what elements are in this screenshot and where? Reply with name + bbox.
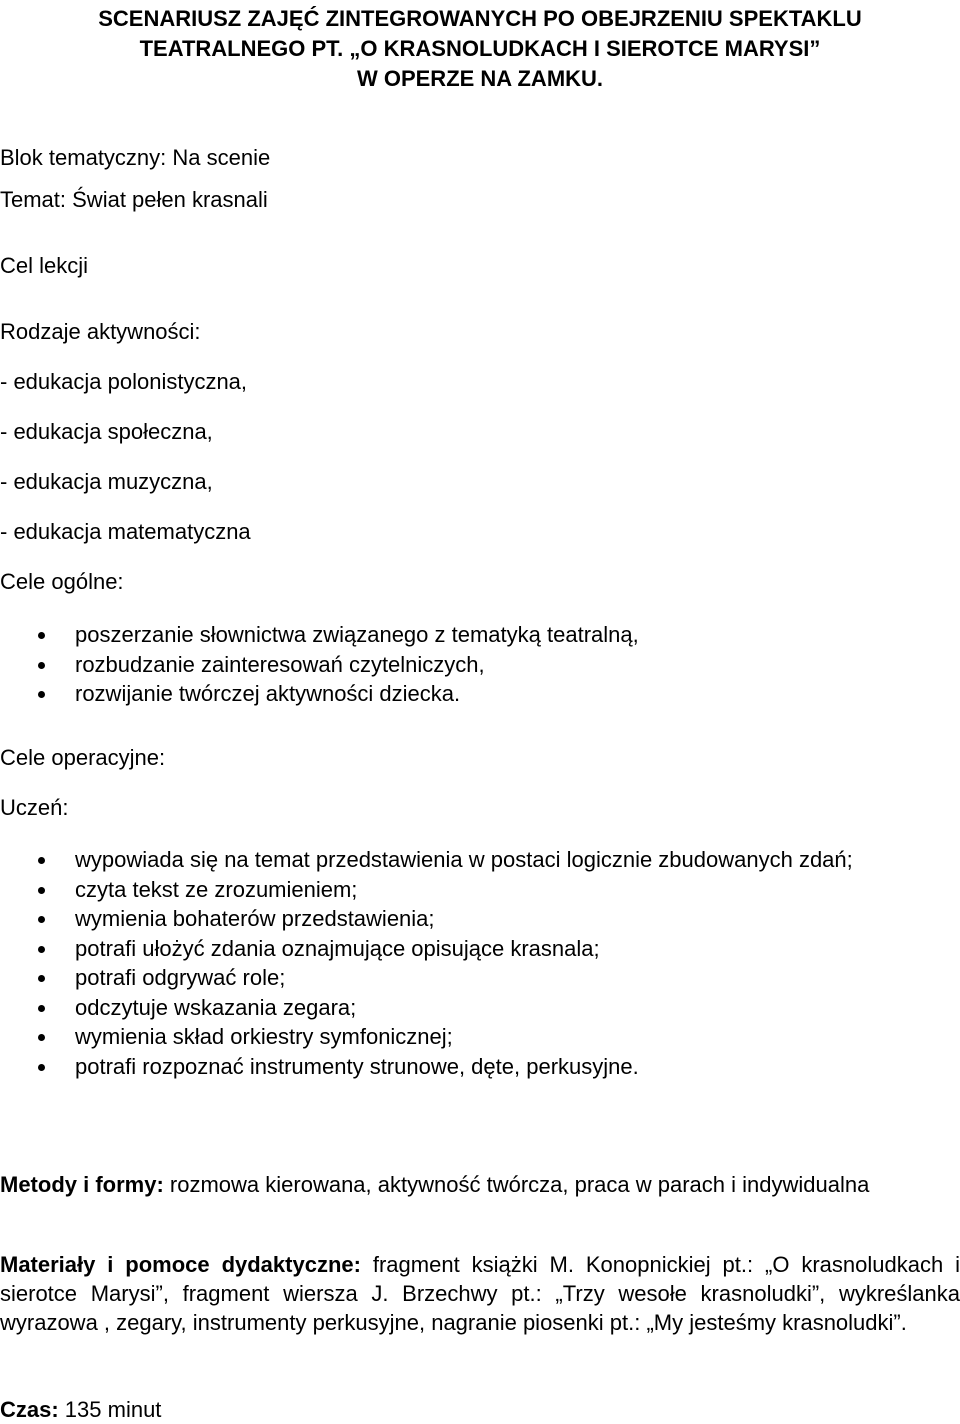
list-item: potrafi ułożyć zdania oznajmujące opisujące krasnala; <box>0 934 960 964</box>
list-item: wypowiada się na temat przedstawienia w postaci logicznie zbudowanych zdań; <box>0 845 960 875</box>
title-line-1: SCENARIUSZ ZAJĘĆ ZINTEGROWANYCH PO OBEJRZENIU SPEKTAKLU <box>98 6 862 31</box>
temat: Temat: Świat pełen krasnali <box>0 187 268 212</box>
bullet-icon <box>38 916 45 923</box>
aktywnosc-item: - edukacja muzyczna, <box>0 469 213 494</box>
bullet-icon <box>38 1034 45 1041</box>
materialy-i-pomoce <box>0 1250 960 1337</box>
materialy-text: fragment książki M. Konopnickiej pt.: „O krasnoludkach i sierotce Marysi”, fragment wiersza J. Brzechwy pt.: „Trzy wesołe krasnoludki”, wykreślanka wyrazowa , zegary, instrumenty perkusyjne, nagranie piosenki pt.: „My jesteśmy krasnoludki”. <box>0 1252 960 1335</box>
cele-ogolne-list <box>0 620 960 709</box>
rodzaje-aktywnosci-heading: Rodzaje aktywności: <box>0 319 201 344</box>
czas-label: Czas: <box>0 1397 59 1422</box>
list-item: rozbudzanie zainteresowań czytelniczych, <box>0 650 960 680</box>
bullet-icon <box>38 662 45 669</box>
document-title <box>0 4 960 94</box>
list-item: potrafi odgrywać role; <box>0 963 960 993</box>
metody-i-formy <box>0 1170 960 1199</box>
cele-operacyjne-heading: Cele operacyjne: <box>0 745 166 770</box>
materialy-label: Materiały i pomoce dydaktyczne: <box>0 1252 361 1277</box>
title-line-3: W OPERZE NA ZAMKU. <box>356 66 604 91</box>
aktywnosc-item: - edukacja społeczna, <box>0 419 213 444</box>
title-line-2: TEATRALNEGO PT. „O KRASNOLUDKACH I SIEROTCE MARYSI” <box>139 36 821 61</box>
list-item: potrafi rozpoznać instrumenty strunowe, dęte, perkusyjne. <box>0 1052 960 1082</box>
bullet-icon <box>38 1064 45 1071</box>
list-item: rozwijanie twórczej aktywności dziecka. <box>0 679 960 709</box>
bullet-icon <box>38 887 45 894</box>
metody-text: rozmowa kierowana, aktywność twórcza, praca w parach i indywidualna <box>163 1172 870 1197</box>
cele-ogolne-heading: Cele ogólne: <box>0 569 124 594</box>
metody-label: Metody i formy: <box>0 1172 164 1197</box>
blok-tematyczny: Blok tematyczny: Na scenie <box>0 145 271 170</box>
aktywnosc-item: - edukacja polonistyczna, <box>0 369 248 394</box>
bullet-icon <box>38 632 45 639</box>
cel-lekcji: Cel lekcji <box>0 253 89 278</box>
list-item: poszerzanie słownictwa związanego z tematyką teatralną, <box>0 620 960 650</box>
list-item: czyta tekst ze zrozumieniem; <box>0 875 960 905</box>
bullet-icon <box>38 1005 45 1012</box>
aktywnosc-item: - edukacja matematyczna <box>0 519 251 544</box>
bullet-icon <box>38 975 45 982</box>
cele-operacyjne-list <box>0 845 960 1081</box>
bullet-icon <box>38 946 45 953</box>
bullet-icon <box>38 691 45 698</box>
czas-text: 135 minut <box>58 1397 162 1422</box>
list-item: wymienia skład orkiestry symfonicznej; <box>0 1022 960 1052</box>
bullet-icon <box>38 857 45 864</box>
list-item: wymienia bohaterów przedstawienia; <box>0 904 960 934</box>
list-item: odczytuje wskazania zegara; <box>0 993 960 1023</box>
uczen-label: Uczeń: <box>0 795 69 820</box>
